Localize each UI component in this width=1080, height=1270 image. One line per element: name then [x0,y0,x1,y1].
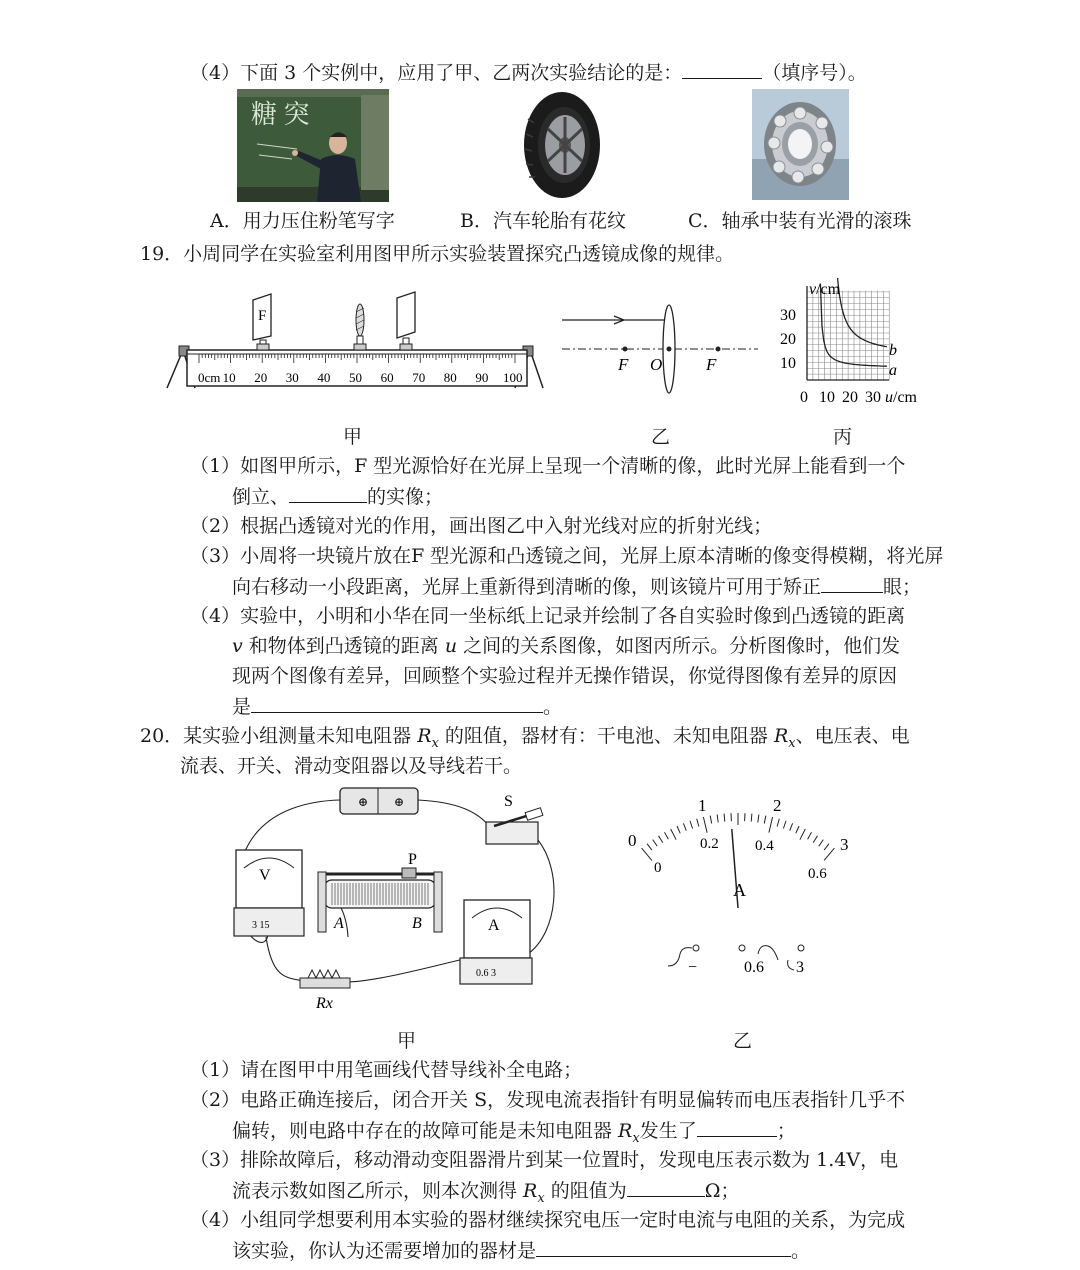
q19-stem-text: 19．小周同学在实验室利用图甲所示实验装置探究凸透镜成像的规律。 [140,243,735,265]
lens-ray-diagram [558,300,768,400]
q20-p3-text4: Ω； [704,1180,740,1202]
q20-stem-text: 20．某实验小组测量未知电阻器 [140,725,418,747]
dial-bottom-0: 0 [654,860,662,876]
dial-bottom-3: 0.6 [808,866,827,882]
q20-p4-text: （4）小组同学想要利用本实验的器材继续探究电压一定时电流与电阻的关系，为完成 [190,1209,906,1231]
curve-b-label: b [889,342,897,359]
f-source-label: F [258,308,267,324]
q20-p4-blank[interactable] [536,1236,791,1257]
photo-tire [518,89,606,201]
q19-p3-line2 [232,572,921,601]
rx-symbol: R [417,725,432,747]
q18-part4-text: （4）下面 3 个实例中，应用了甲、乙两次实验结论的是： [190,62,683,84]
q19-fig-bing-caption: 丙 [833,426,853,448]
ammeter-label: A [488,917,500,934]
voltmeter-terminals: 3 15 [252,920,270,931]
rx-symbol: R [618,1120,633,1142]
q19-p4-text4: 现两个图像有差异，回顾整个实验过程并无操作错误，你觉得图像有差异的原因 [232,665,898,687]
q20-p2-line1 [190,1086,905,1114]
photo-teacher-writing [237,89,389,202]
q20-p1-text: （1）请在图甲中用笔画线代替导线补全电路； [190,1059,583,1081]
q18-part4-line [190,58,867,87]
q19-p3-blank[interactable] [821,572,883,593]
graph-ytick: 10 [780,355,796,372]
q19-p4-text6: 。 [543,696,563,718]
graph-xtick: 30 [865,389,881,406]
rx-sub: x [788,735,796,751]
graph-ylabel-unit: /cm [816,281,841,298]
ruler-tick-label: 50 [349,370,362,385]
graph-ytick: 20 [780,331,796,348]
q19-p2-text: （2）根据凸透镜对光的作用，画出图乙中入射光线对应的折射光线； [190,515,773,537]
terminal-minus: − [688,959,698,976]
dial-bottom-1: 0.2 [700,836,719,852]
blackboard-writing: 糖 突 [251,100,310,129]
q19-p1-text2: 倒立、 [232,486,290,508]
option-b: B．汽车轮胎有花纹 [460,210,626,232]
q20-stem-text2: 的阻值，器材有：干电池、未知电阻器 [438,725,774,747]
circuit-figure [228,782,563,1017]
terminal-a-label: A [334,915,344,932]
q19-p4-line2 [232,632,900,660]
q20-p2-text2: 偏转，则电路中存在的故障可能是未知电阻器 [232,1120,619,1142]
option-c: C．轴承中装有光滑的滚珠 [688,210,912,232]
q20-fig-jia-caption: 甲 [397,1030,417,1052]
slider-label: P [408,851,417,868]
voltmeter-label: V [259,867,271,884]
optical-bench-figure [165,288,545,398]
q19-p1-line2 [232,482,443,511]
q19-p3-text2: 向右移动一小段距离，光屏上重新得到清晰的像，则该镜片可用于矫正 [232,576,822,598]
q20-p2-text3: 发生了 [639,1120,697,1142]
q19-p4-line3 [232,662,897,690]
q20-p2-text: （2）电路正确连接后，闭合开关 S，发现电流表指针有明显偏转而电压表指针几乎不 [190,1089,906,1111]
focus-right-label: F [706,355,717,374]
q19-p3-text3: 眼； [883,576,922,598]
ruler-tick-label: 10 [222,370,236,385]
graph-ytick: 30 [780,307,796,324]
q19-p4-text2: 和物体到凸透镜的距离 [242,635,445,657]
rx-sub: x [431,735,439,751]
ruler-tick-label: 80 [443,370,457,385]
svg-text:⊕: ⊕ [394,795,405,809]
terminal-b-label: B [412,915,422,932]
q18-part4-blank[interactable] [682,58,762,79]
q20-p2-text4: ； [776,1120,796,1142]
q20-stem-text4: 流表、开关、滑动变阻器以及导线若干。 [180,755,523,777]
graph-xlabel-var: u [885,389,893,406]
ammeter-dial-figure [618,788,868,988]
terminal-3: 3 [796,959,804,976]
q20-stem-text3: 、电压表、电 [795,725,910,747]
q20-p4-line1 [190,1206,905,1234]
q19-p4-line4 [232,692,562,721]
q20-p3-blank[interactable] [627,1176,705,1197]
q19-p1-line1 [190,452,905,480]
q18-options-row [210,207,395,235]
ruler-tick-label: 20 [254,370,268,385]
rx-sub: x [632,1130,640,1146]
q19-p3-line1 [190,542,943,570]
q19-p4-blank[interactable] [251,692,543,713]
option-b-wrap [460,207,626,235]
var-v: v [232,635,243,657]
graph-xtick: 10 [819,389,835,406]
q20-p4-text3: 。 [791,1240,811,1262]
terminal-06: 0.6 [744,959,764,976]
dial-top-0: 0 [628,831,637,850]
ruler-origin-label: 0cm [198,370,221,385]
ruler-tick-label: 40 [317,370,331,385]
q19-fig-jia-caption: 甲 [343,426,363,448]
q20-p4-text2: 该实验，你认为还需要增加的器材是 [232,1240,537,1262]
q19-p4-line1 [190,602,905,630]
q20-p1-line [190,1056,582,1084]
q19-p1-blank[interactable] [289,482,367,503]
q19-p4-text3: 之间的关系图像，如图丙所示。分析图像时，他们发 [457,635,901,657]
vu-graph [775,278,935,410]
dial-top-2: 2 [773,796,782,815]
q20-p3-text2: 流表示数如图乙所示，则本次测得 [232,1180,524,1202]
q19-p1-text3: 的实像； [367,486,444,508]
q19-p4-text5: 是 [232,696,252,718]
graph-ylabel-var: v [809,281,817,298]
q18-part4-tail: （填序号）。 [762,62,867,84]
rx-symbol: R [773,725,789,747]
q20-p2-blank[interactable] [697,1116,777,1137]
q20-p3-text: （3）排除故障后，移动滑动变阻器滑片到某一位置时，发现电压表示数为 1.4V，电 [190,1149,899,1171]
dial-bottom-2: 0.4 [755,838,774,854]
q19-p3-text: （3）小周将一块镜片放在F 型光源和凸透镜之间，光屏上原本清晰的像变得模糊，将光屏 [190,545,944,567]
ruler-tick-label: 90 [475,370,489,385]
dial-top-3: 3 [840,835,849,854]
graph-origin: 0 [800,389,808,406]
optical-center-label: O [650,355,663,374]
rx-symbol: R [523,1180,538,1202]
option-a: A．用力压住粉笔写字 [210,210,395,232]
ruler-tick-label: 70 [412,370,426,385]
switch-label: S [504,793,513,810]
photo-bearing [752,89,849,200]
ruler-tick-label: 60 [380,370,394,385]
focus-left-label: F [618,355,629,374]
resistor-label: Rx [316,995,333,1012]
q19-p2-line [190,512,772,540]
q19-stem [140,240,734,268]
svg-text:v/cm [809,281,841,298]
dial-top-1: 1 [698,796,707,815]
q19-fig-yi-caption: 乙 [651,426,671,448]
curve-a-label: a [889,362,897,379]
q19-p4-text: （4）实验中，小明和小华在同一坐标纸上记录并绘制了各自实验时像到凸透镜的距离 [190,605,906,627]
q20-p3-text3: 的阻值为 [544,1180,627,1202]
q20-p4-line2 [232,1236,810,1265]
q20-p3-line1 [190,1146,898,1174]
q20-stem-line2 [180,752,522,780]
graph-xlabel-unit: /cm [893,389,917,406]
ammeter-terminals: 0.6 3 [476,968,496,979]
option-c-wrap [688,207,912,235]
q20-fig-yi-caption: 乙 [733,1030,753,1052]
var-u: u [444,635,458,657]
svg-text:u/cm [885,389,918,406]
rx-sub: x [537,1190,545,1206]
dial-meter-label: A [733,880,746,900]
graph-xtick: 20 [842,389,858,406]
svg-text:⊕: ⊕ [358,795,369,809]
ruler-tick-label: 100 [503,370,523,385]
q19-p1-text: （1）如图甲所示，F 型光源恰好在光屏上呈现一个清晰的像，此时光屏上能看到一个 [190,455,906,477]
ruler-tick-label: 30 [285,370,299,385]
